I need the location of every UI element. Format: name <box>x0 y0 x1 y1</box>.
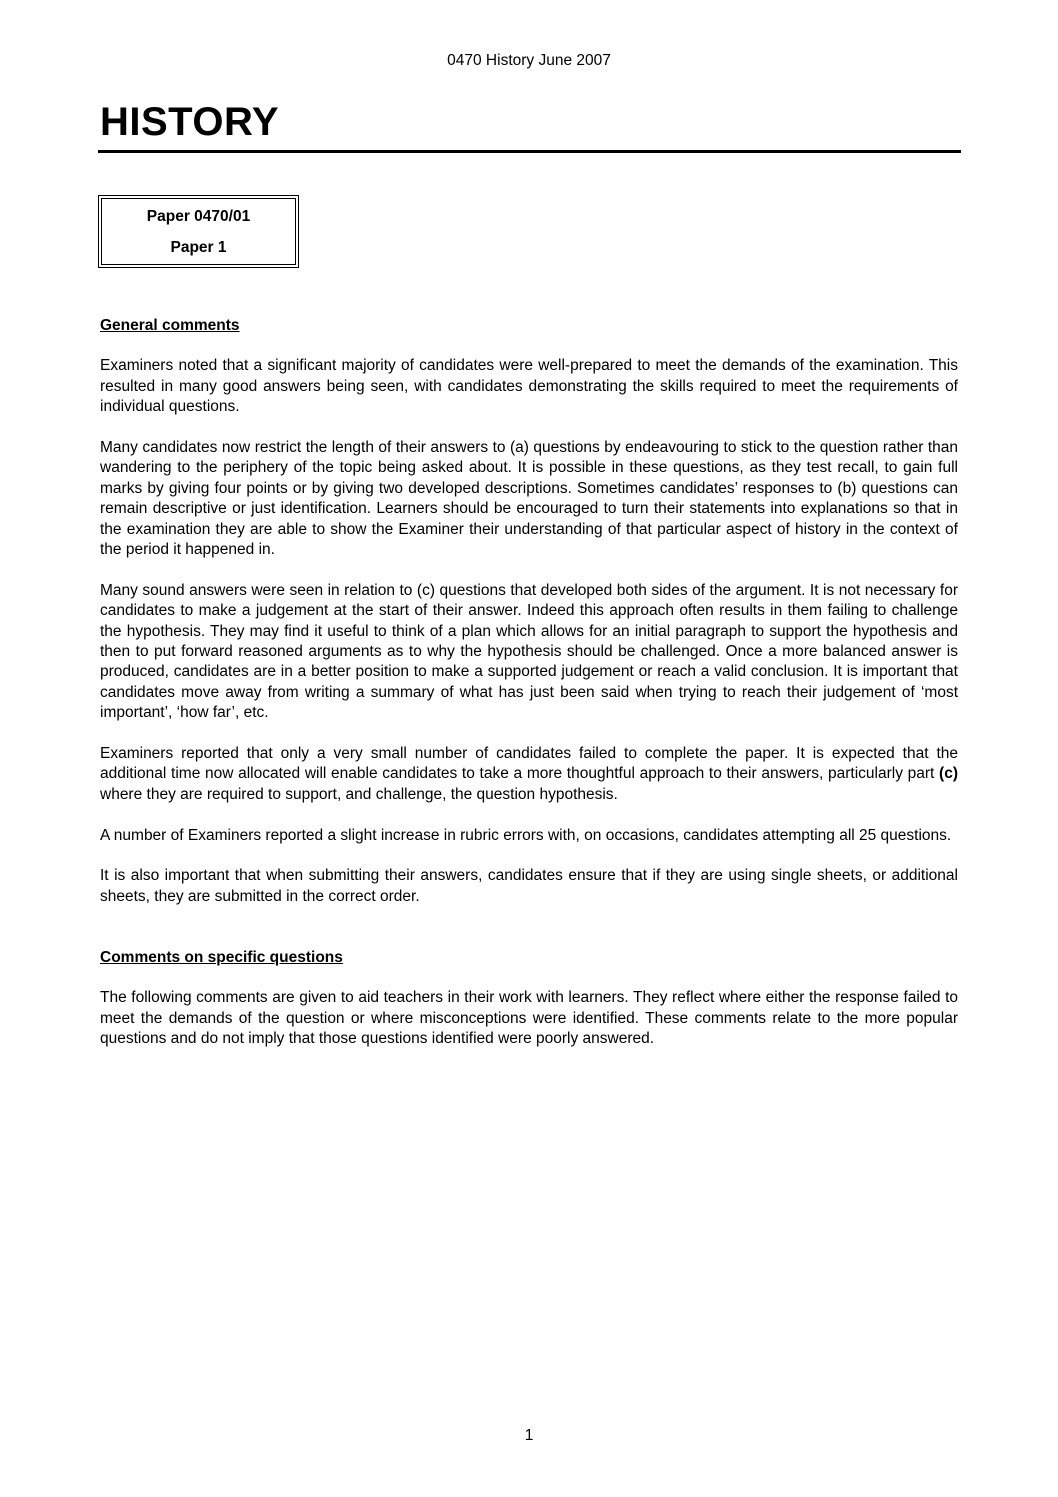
general-paragraph-4 <box>100 744 958 805</box>
paper-number: Paper 1 <box>170 239 227 256</box>
section-spacer <box>100 928 958 948</box>
general-paragraph-3: Many sound answers were seen in relation to (c) questions that developed both sides of the argument. It is not necessary for candidates to make a judgement at the start of their answer. Indeed this approach often results in them failing to challenge the hypothesis. They may find it useful to think of a plan which allows for an initial paragraph to support the hypothesis and then to put forward reasoned arguments as to why the hypothesis should be challenged. Once a more balanced answer is produced, candidates are in a better position to make a supported judgement or reach a valid conclusion. It is important that candidates move away from writing a summary of what has just been said when trying to reach their judgement of ‘most important’, ‘how far’, etc. <box>100 581 958 722</box>
title-rule <box>98 150 961 153</box>
general-comments-heading: General comments <box>100 317 240 334</box>
paper-info-box <box>98 195 299 268</box>
general-paragraph-5: A number of Examiners reported a slight increase in rubric errors with, on occasions, candidates attempting all 25 questions. <box>100 826 952 844</box>
specific-paragraph-1: The following comments are given to aid teachers in their work with learners. They reflect where either the response failed to meet the demands of the question or where misconceptions were identified. These comments relate to the more popular questions and do not imply that those questions identified were poorly answered. <box>100 989 958 1047</box>
general-paragraph-1: Examiners noted that a significant majority of candidates were well-prepared to meet the demands of the examination. This resulted in many good answers being seen, with candidates demonstrating the skills required to meet the requirements of individual questions. <box>100 357 958 416</box>
page-number: 1 <box>524 1427 534 1444</box>
general-paragraph-2: Many candidates now restrict the length of their answers to (a) questions by endeavouring to stick to the question rather than wandering to the periphery of the topic being asked about. It is possible in these questions, as they test recall, to gain full marks by giving four points or by giving two developed descriptions. Sometimes candidates’ responses to (b) questions can remain descriptive or just identification. Learners should be encouraged to turn their statements into explanations so that in the examination they are able to show the Examiner their understanding of that particular aspect of history in the context of the period it happened in. <box>100 439 958 559</box>
specific-comments-heading: Comments on specific questions <box>100 948 343 966</box>
general-paragraph-4-text-b: where they are required to support, and challenge, the question hypothesis. <box>100 785 618 803</box>
running-header: 0470 History June 2007 <box>447 52 611 69</box>
general-paragraph-4-text-a: Examiners reported that only a very small number of candidates failed to complete the paper. It is expected that the additional time now allocated will enable candidates to take a more thoughtful approach to their answers, particularly part <box>100 745 958 783</box>
general-paragraph-6: It is also important that when submitting their answers, candidates ensure that if they are using single sheets, or additional sheets, they are submitted in the correct order. <box>100 867 958 905</box>
paper-code: Paper 0470/01 <box>146 208 251 225</box>
part-c-emphasis: (c) <box>939 765 958 783</box>
document-title: HISTORY <box>100 100 280 144</box>
report-body <box>100 316 958 1070</box>
